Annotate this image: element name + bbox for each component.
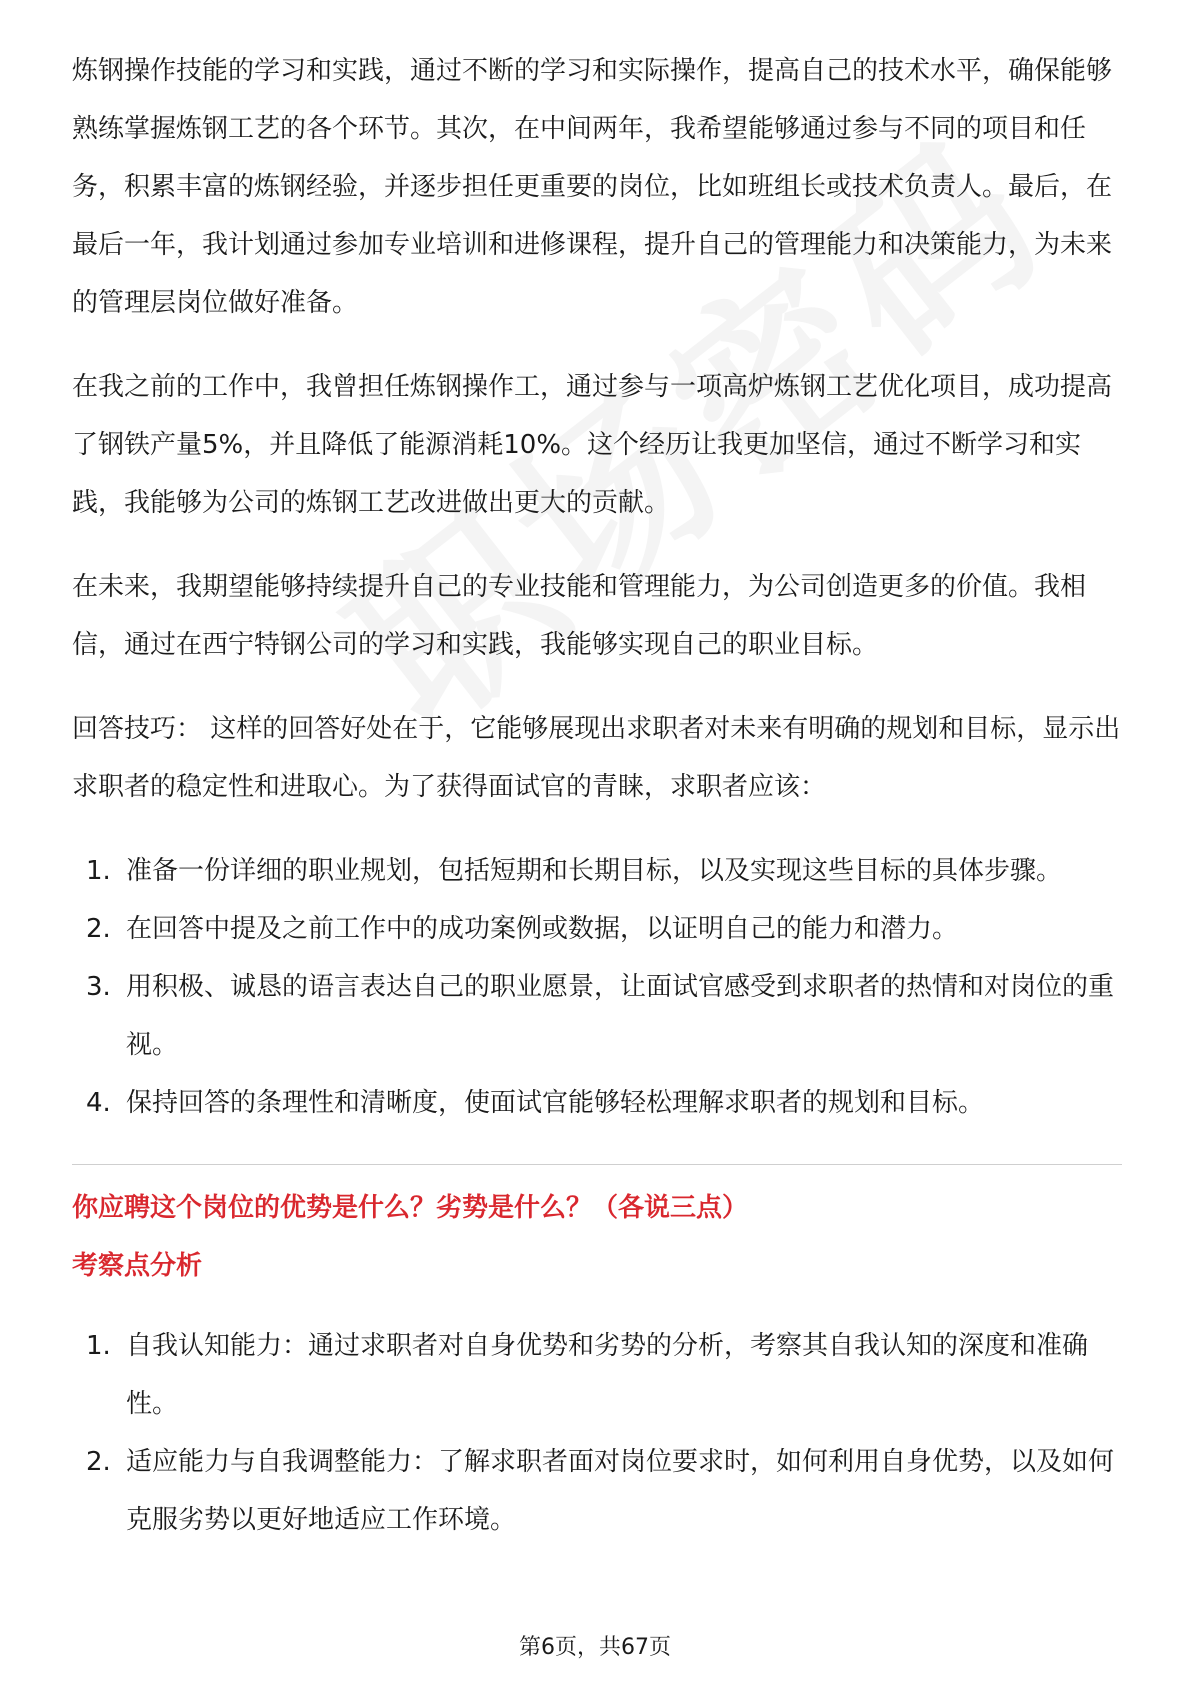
paragraph-plan: 炼钢操作技能的学习和实践，通过不断的学习和实际操作，提高自己的技术水平，确保能够熟练掌握炼钢工艺的各个环节。其次，在中间两年，我希望能够通过参与不同的项目和任务，积累丰富的炼钢经验，并逐步担任更重要的岗位，比如班组长或技术负责人。最后，在最后一年，我计划通过参加专业培训和进修课程，提升自己的管理能力和决策能力，为未来的管理层岗位做好准备。	[72, 56, 1113, 318]
list-item	[72, 1074, 1122, 1132]
list-item-number: 2.	[86, 914, 111, 944]
question-title: 你应聘这个岗位的优势是什么？劣势是什么？（各说三点）	[72, 1193, 749, 1223]
list-item-text: 准备一份详细的职业规划，包括短期和长期目标，以及实现这些目标的具体步骤。	[126, 856, 1063, 886]
list-item-number: 1.	[86, 856, 111, 886]
list-item-text: 自我认知能力：通过求职者对自身优势和劣势的分析，考察其自我认知的深度和准确性。	[126, 1331, 1089, 1419]
list-item-text: 用积极、诚恳的语言表达自己的职业愿景，让面试官感受到求职者的热情和对岗位的重视。	[126, 972, 1115, 1060]
list-item-number: 1.	[86, 1331, 111, 1361]
tips-list	[72, 842, 1122, 1132]
list-item-text: 在回答中提及之前工作中的成功案例或数据，以证明自己的能力和潜力。	[126, 914, 959, 944]
list-item-number: 3.	[86, 972, 111, 1002]
paragraph-future: 在未来，我期望能够持续提升自己的专业技能和管理能力，为公司创造更多的价值。我相信，通过在西宁特钢公司的学习和实践，我能够实现自己的职业目标。	[72, 572, 1087, 660]
list-item	[72, 1317, 1122, 1433]
list-item-number: 2.	[86, 1447, 111, 1477]
list-item	[72, 958, 1122, 1074]
analysis-list	[72, 1317, 1122, 1549]
list-item	[72, 900, 1122, 958]
analysis-heading: 考察点分析	[72, 1251, 203, 1281]
page-number: 第6页，共67页	[519, 1635, 671, 1660]
list-item-text: 保持回答的条理性和清晰度，使面试官能够轻松理解求职者的规划和目标。	[126, 1088, 985, 1118]
page-content	[72, 42, 1122, 1571]
list-item	[72, 1433, 1122, 1549]
paragraph-answer-tips: 回答技巧： 这样的回答好处在于，它能够展现出求职者对未来有明确的规划和目标，显示出求职者的稳定性和进取心。为了获得面试官的青睐，求职者应该：	[72, 714, 1121, 802]
section-divider	[72, 1164, 1122, 1165]
paragraph-experience: 在我之前的工作中，我曾担任炼钢操作工，通过参与一项高炉炼钢工艺优化项目，成功提高了钢铁产量5%，并且降低了能源消耗10%。这个经历让我更加坚信，通过不断学习和实践，我能够为公司的炼钢工艺改进做出更大的贡献。	[72, 372, 1113, 518]
list-item-text: 适应能力与自我调整能力：了解求职者面对岗位要求时，如何利用自身优势，以及如何克服劣势以更好地适应工作环境。	[126, 1447, 1115, 1535]
list-item	[72, 842, 1122, 900]
list-item-number: 4.	[86, 1088, 111, 1118]
